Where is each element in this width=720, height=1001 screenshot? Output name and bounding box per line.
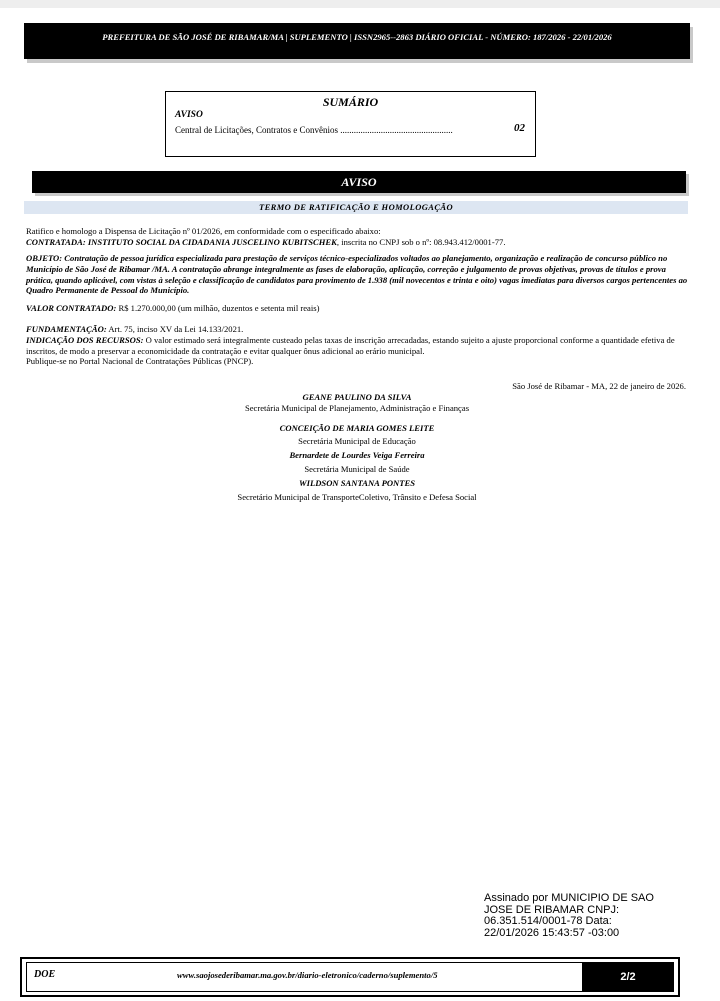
signature-line: JOSE DE RIBAMAR CNPJ: [484, 903, 620, 916]
recursos-label: INDICAÇÃO DOS RECURSOS: [26, 334, 144, 345]
signatory-role: Secretária Municipal de Educação [298, 436, 416, 446]
contratada-label: CONTRATADA: INSTITUTO SOCIAL DA CIDADANIA JUSCELINO KUBITSCHEK [26, 236, 337, 247]
valor-label: VALOR CONTRATADO: [26, 303, 117, 313]
footer-inner-box [26, 962, 602, 992]
page-header: PREFEITURA DE SÃO JOSÉ DE RIBAMAR/MA | SUPLEMENTO | ISSN2965--2863 DIÁRIO OFICIAL - NÚMERO: 187/2026 - 22/01/2026 [24, 23, 690, 59]
signature-line: 22/01/2026 15:43:57 -03:00 [484, 926, 620, 939]
digital-signature-stamp [484, 893, 684, 939]
objeto-text: Contratação de pessoa jurídica especializada para prestação de serviços técnico-especializados voltados ao planejamento, organização e realização de concurso público no Município de São José de Ribamar /MA. A contratação abrange integralmente as fases de elaboração, aplicação, correção e julgamento de provas objetivas, provas de títulos e prova prática, quando aplicável, com vistas à seleção e classificação de candidatos para provimento de 1.938 (mil novecentos e trinta e oito) vagas imediatas para diversos cargos pertencentes ao Quadro Permanente de Pessoal do Município. [26, 253, 688, 296]
paragraph-objeto [26, 253, 688, 296]
top-strip [0, 0, 720, 8]
valor-text: R$ 1.270.000,00 (um milhão, duzentos e setenta mil reais) [116, 303, 320, 313]
summary-section: AVISO [175, 110, 203, 120]
fundamentacao-label: FUNDAMENTAÇÃO: [26, 324, 107, 334]
fundamentacao-text: Art. 75, inciso XV da Lei 14.133/2021. [106, 324, 244, 334]
signatory-name: Bernardete de Lourdes Veiga Ferreira [289, 450, 425, 460]
ratifico-text: Ratifico e homologo a Dispensa de Licitação nº 01/2026, em conformidade com o especificado abaixo: [26, 226, 381, 236]
signatory-role: Secretário Municipal de TransporteColetivo, Trânsito e Defesa Social [237, 492, 477, 502]
summary-entry-label: Central de Licitações, Contratos e Convênios [175, 125, 338, 135]
section-subtitle-bar: TERMO DE RATIFICAÇÃO E HOMOLOGAÇÃO [24, 201, 688, 214]
page-footer [20, 957, 680, 997]
paragraph-fundamentacao [26, 324, 688, 367]
summary-entry-dots: .................................................. [337, 125, 453, 135]
summary-entry-page: 02 [514, 122, 525, 134]
signatory-name: CONCEIÇÃO DE MARIA GOMES LEITE [279, 423, 435, 433]
signatory-role: Secretária Municipal de Planejamento, Administração e Finanças [244, 403, 470, 413]
objeto-label: OBJETO: [26, 253, 63, 263]
footer-doe-label: DOE [34, 969, 56, 980]
paragraph-valor [26, 303, 688, 314]
section-title-bar: AVISO [32, 171, 686, 193]
footer-url-link[interactable]: www.saojosederibamar.ma.gov.br/diario-eletronico/caderno/suplemento/5 [177, 970, 438, 980]
summary-entry[interactable] [175, 125, 453, 135]
summary-title: SUMÁRIO [322, 95, 379, 109]
paragraph-ratifico [26, 226, 688, 248]
signature-line: 06.351.514/0001-78 Data: [484, 915, 612, 928]
contratada-text: , inscrita no CNPJ sob o nº: 08.943.412/0001-77. [336, 236, 506, 247]
summary-box [165, 91, 536, 157]
document-date: São José de Ribamar - MA, 22 de janeiro de 2026. [512, 381, 686, 391]
signatory-name: WILDSON SANTANA PONTES [298, 478, 416, 488]
signatory-name: GEANE PAULINO DA SILVA [302, 392, 412, 402]
recursos-text: O valor estimado será integralmente custeado pelas taxas de inscrição arrecadadas, estando sujeito a ajuste proporcional conforme a quantidade efetiva de inscritos, de modo a preservar a economicidade da contratação e evitar qualquer ônus adicional ao erário municipal. [26, 334, 675, 356]
publique-text: Publique-se no Portal Nacional de Contratações Públicas (PNCP). [26, 356, 254, 367]
signatory-role: Secretária Municipal de Saúde [304, 464, 410, 474]
signature-line: Assinado por MUNICIPIO DE SAO [484, 892, 654, 904]
footer-page-number: 2/2 [582, 962, 674, 992]
